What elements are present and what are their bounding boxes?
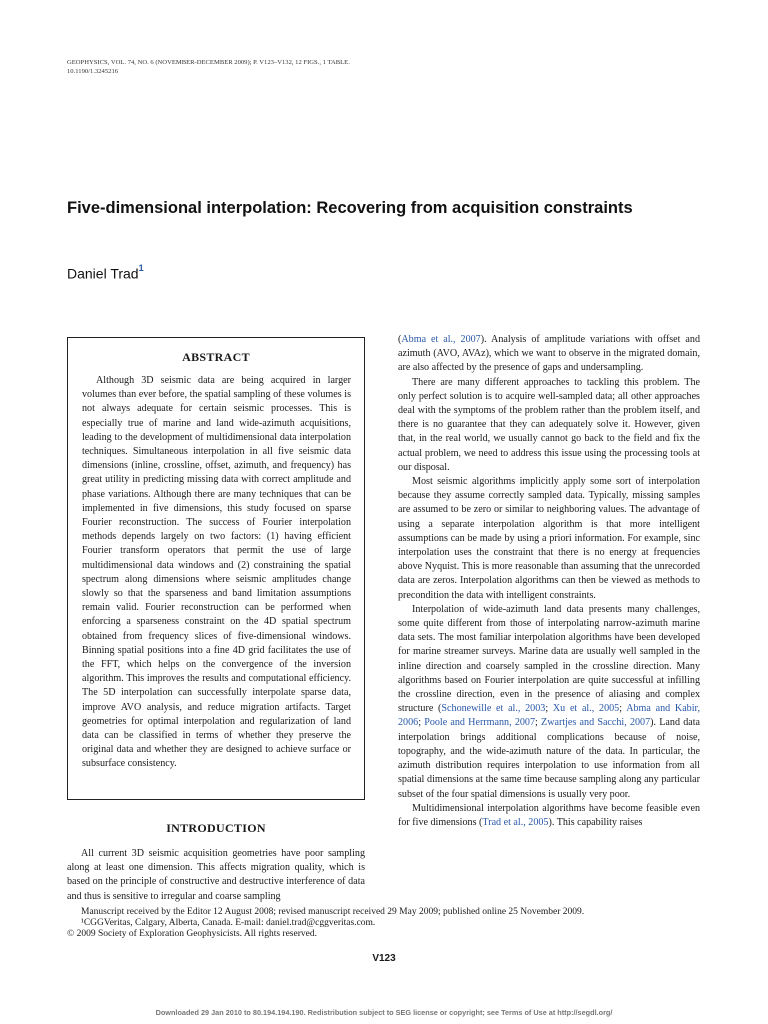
abstract-body — [82, 374, 351, 772]
intro-paragraph-2: There are many different approaches to tackling this problem. The only perfect solution is to acquire well-sampled data; all other approaches deal with the symptoms of the problem rather than the problem itself, and there is no guarantee that they can adequately solve it. However, given that, in the real world, we usually cannot go back to the field and fix the actual problem, we need to address this issue using the processing tools at our disposal. — [398, 376, 700, 473]
citation-link[interactable]: Trad et al., 2005 — [482, 816, 549, 828]
left-column-text — [67, 847, 365, 904]
introduction-heading: INTRODUCTION — [166, 821, 266, 835]
affiliation-mark[interactable]: 1 — [138, 263, 144, 273]
doi: 10.1190/1.3245216 — [67, 68, 119, 75]
manuscript-received: Manuscript received by the Editor 12 August 2008; revised manuscript received 29 May 2009; published online 25 November 2009. — [81, 907, 585, 917]
intro-paragraph-5: Multidimensional interpolation algorithms have become feasible even for five dimensions (Trad et al., 2005). This capability raises — [398, 802, 700, 828]
page-number: V123 — [372, 953, 396, 964]
journal-citation: GEOPHYSICS, VOL. 74, NO. 6 (NOVEMBER-DECEMBER 2009); P. V123–V132, 12 FIGS., 1 TABLE. — [67, 59, 350, 66]
citation-link[interactable]: Xu et al., 2005 — [552, 703, 620, 715]
abstract-heading: ABSTRACT — [182, 350, 250, 364]
citation-link[interactable]: Abma and Kabir, 2006 — [398, 703, 701, 729]
author — [67, 265, 144, 282]
footnote — [67, 907, 707, 940]
paper-title: Five-dimensional interpolation: Recovering from acquisition constraints — [67, 199, 633, 217]
intro-paragraph-3: Most seismic algorithms implicitly apply some sort of interpolation because they assume correctly sampled data. Typically, missing samples are assumed to be zero or similar to neighboring values. The advantage of using a separate interpolation algorithm is that more intelligent assumptions can be made by using a priori information. For example, sinc interpolation uses the constraint that there is no energy at frequencies above Nyquist. This is more reasonable than assuming that the unrecorded data are zeros. Interpolation algorithms can then be viewed as methods to precondition the data with intelligent constraints. — [398, 476, 700, 601]
intro-paragraph-1-cont: (Abma et al., 2007). Analysis of amplitude variations with offset and azimuth (AVO, AVAz), which we want to observe in the migrated domain, are also affected by the presence of gaps and undersampling. — [398, 334, 701, 374]
download-notice: Downloaded 29 Jan 2010 to 80.194.194.190. Redistribution subject to SEG license or copyright; see Terms of Use at http://segdl.org/ — [155, 1008, 613, 1017]
citation-link[interactable]: Schonewille et al., 2003 — [441, 703, 546, 715]
citation-link[interactable]: Abma et al., 2007 — [401, 334, 481, 345]
abstract-box — [67, 337, 365, 800]
right-column-text — [398, 333, 700, 830]
intro-paragraph-1: All current 3D seismic acquisition geometries have poor sampling along at least one dimension. This affects migration quality, which is based on the principle of constructive and destructive interference of data and thus is sensitive to irregular and coarse sampling — [67, 848, 365, 902]
intro-paragraph-4: Interpolation of wide-azimuth land data presents many challenges, some quite different from those of interpolating narrow-azimuth marine data sets. The most familiar interpolation algorithms have been developed for marine streamer surveys. Marine data are usually well sampled in the inline direction and coarsely sampled in the crossline direction. Many algorithms based on Fourier interpolation are quite successful at infilling the crossline direction, even in the presence of aliasing and complex structure (Schonewille et al., 2003; Xu et al., 2005; Abma and Kabir, 2006; Poole and Herrmann, 2007; Zwartjes and Sacchi, 2007). Land data interpolation brings additional complications because of noise, topography, and the wide-azimuth nature of the data. In particular, the azimuth distribution requires interpolation to use information from all spatial dimensions at the same time because sampling along any particular subset of the four spatial dimensions is usually very poor. — [398, 603, 701, 800]
author-name: Daniel Trad — [67, 265, 139, 282]
affiliation: ¹CGGVeritas, Calgary, Alberta, Canada. E-mail: daniel.trad@cggveritas.com. — [81, 918, 376, 928]
citation-link[interactable]: Zwartjes and Sacchi, 2007 — [541, 717, 651, 729]
abstract-text: Although 3D seismic data are being acquired in larger volumes than ever before, the spatial sampling of these volumes is not always adequate for certain seismic processes. This is especially true of marine and land wide-azimuth acquisitions, leading to the development of multidimensional data interpolation techniques. Simultaneous interpolation in all five seismic data dimensions (inline, crossline, offset, azimuth, and frequency) has great utility in predicting missing data with correct amplitude and phase variations. Although there are many techniques that can be implemented in five dimensions, this study focused on sparse Fourier reconstruction. The success of Fourier interpolation methods depends largely on two factors: (1) having efficient Fourier transform operators that permit the use of large multidimensional data windows and (2) constraining the spatial spectrum along dimensions where seismic amplitudes change slowly so that the sparseness and band limitation assumptions remain valid. Fourier reconstruction can be performed when enforcing a sparseness constraint on the 4D spatial spectrum obtained from frequency slices of five-dimensional windows. Binning spatial positions into a fine 4D grid facilitates the use of the FFT, which helps on the convergence of the inversion algorithm. This improves the results and computational efficiency. The 5D interpolation can successfully interpolate sparse data, improve AVO analysis, and reduce migration artifacts. Target geometries for optimal interpolation and regularization of land data can be classified in terms of whether they preserve the original data and whether they are designed to achieve surface or subsurface consistency. — [82, 375, 351, 770]
copyright: © 2009 Society of Exploration Geophysicists. All rights reserved. — [67, 929, 317, 939]
citation-link[interactable]: Poole and Herrmann, 2007 — [424, 717, 536, 729]
